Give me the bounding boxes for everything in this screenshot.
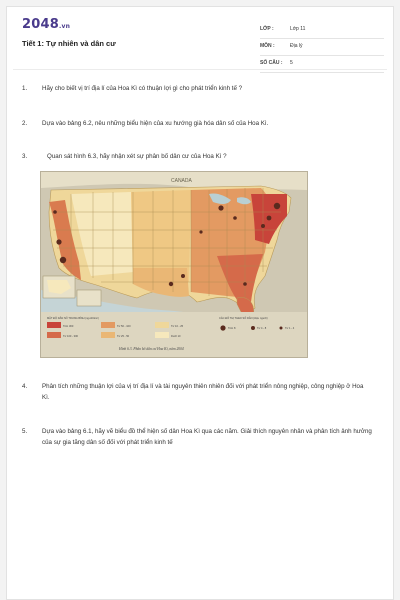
hawaii-inset <box>77 290 101 306</box>
figure-caption: Hình 6.3. Phân bố dân cư Hoa Kì, năm 2004 <box>119 347 184 351</box>
question-text: Phân tích những thuận lợi của vị trí địa lí và tài nguyên thiên nhiên đối với phát triển nông nghiệp, công nghiệp ở Hoa Kì. <box>42 383 364 401</box>
meta-row-class <box>260 22 384 39</box>
city-marker <box>56 239 61 244</box>
logo-text: 2048 <box>22 17 59 32</box>
legend-label: Từ 25 - 50 <box>117 335 130 338</box>
legend-swatch <box>47 332 61 338</box>
question-number: 5. <box>22 428 28 435</box>
city-legend-label: Từ 1 - 4 <box>285 327 295 330</box>
legend-label: Từ 50 - 100 <box>117 325 131 328</box>
city-marker <box>243 282 247 286</box>
legend-swatch <box>101 332 115 338</box>
city-marker <box>218 205 223 210</box>
city-legend-label: Từ 4 - 8 <box>257 327 267 330</box>
legend-label: Từ 10 - 25 <box>171 325 184 328</box>
legend-swatch <box>101 322 115 328</box>
legend-swatch <box>155 322 169 328</box>
logo-suffix: .vn <box>58 23 71 30</box>
question-text: Hãy cho biết vị trí địa lí của Hoa Kì có thuận lợi gì cho phát triển kinh tế ? <box>42 85 243 92</box>
question-number: 2. <box>22 120 28 127</box>
legend-label: Dưới 10 <box>171 335 181 338</box>
legend-label: Trên 300 <box>63 325 74 328</box>
header-divider <box>13 69 387 70</box>
meta-row-count <box>260 56 384 73</box>
legend-title-cities: CÁC ĐÔ THỊ THEO SỐ DÂN (triệu người) <box>219 317 268 320</box>
meta-value: 5 <box>290 60 293 66</box>
meta-value: Lớp 11 <box>290 26 306 32</box>
meta-table <box>260 22 384 73</box>
meta-label: SỐ CÂU : <box>260 60 283 66</box>
legend-label: Từ 100 - 300 <box>63 335 79 338</box>
city-marker-large <box>274 203 280 209</box>
site-logo[interactable] <box>22 17 70 32</box>
city-legend-label: Trên 8 <box>228 327 236 330</box>
city-legend-dot <box>280 327 283 330</box>
canada-label: CANADA <box>171 178 192 184</box>
question-text: Dựa vào bảng 6.2, nêu những biểu hiện của xu hướng già hóa dân số của Hoa Kì. <box>42 120 269 127</box>
city-marker-large <box>60 257 66 263</box>
question-number: 4. <box>22 383 28 390</box>
city-marker <box>233 216 237 220</box>
question-text: Dựa vào bảng 6.1, hãy vẽ biểu đồ thể hiện số dân Hoa Kì qua các năm. Giải thích nguyên nhân và phân tích ảnh hưởng của sự gia tăng dân số đối với phát triển kinh tế <box>42 428 372 446</box>
population-map-figure <box>40 171 308 358</box>
city-marker <box>267 216 272 221</box>
city-marker <box>199 230 202 233</box>
city-marker <box>181 274 185 278</box>
legend-title: MẬT ĐỘ DÂN SỐ TRUNG BÌNH (người/km²) <box>47 317 99 320</box>
question-number: 3. <box>22 153 28 160</box>
meta-row-subject <box>260 39 384 56</box>
question-text: Quan sát hình 6.3, hãy nhận xét sự phân bố dân cư của Hoa Kì ? <box>47 153 227 160</box>
meta-value: Địa lý <box>290 43 303 49</box>
meta-label: MÔN : <box>260 43 275 49</box>
legend-swatch <box>47 322 61 328</box>
legend-swatch <box>155 332 169 338</box>
meta-label: LỚP : <box>260 26 274 32</box>
worksheet-page <box>6 6 394 600</box>
city-legend-dot <box>220 325 225 330</box>
question-number: 1. <box>22 85 28 92</box>
population-map <box>41 172 307 357</box>
city-legend-dot <box>251 326 255 330</box>
city-marker <box>261 224 265 228</box>
city-marker <box>53 210 57 214</box>
lesson-title: Tiết 1: Tự nhiên và dân cư <box>22 39 116 48</box>
city-marker <box>169 282 173 286</box>
